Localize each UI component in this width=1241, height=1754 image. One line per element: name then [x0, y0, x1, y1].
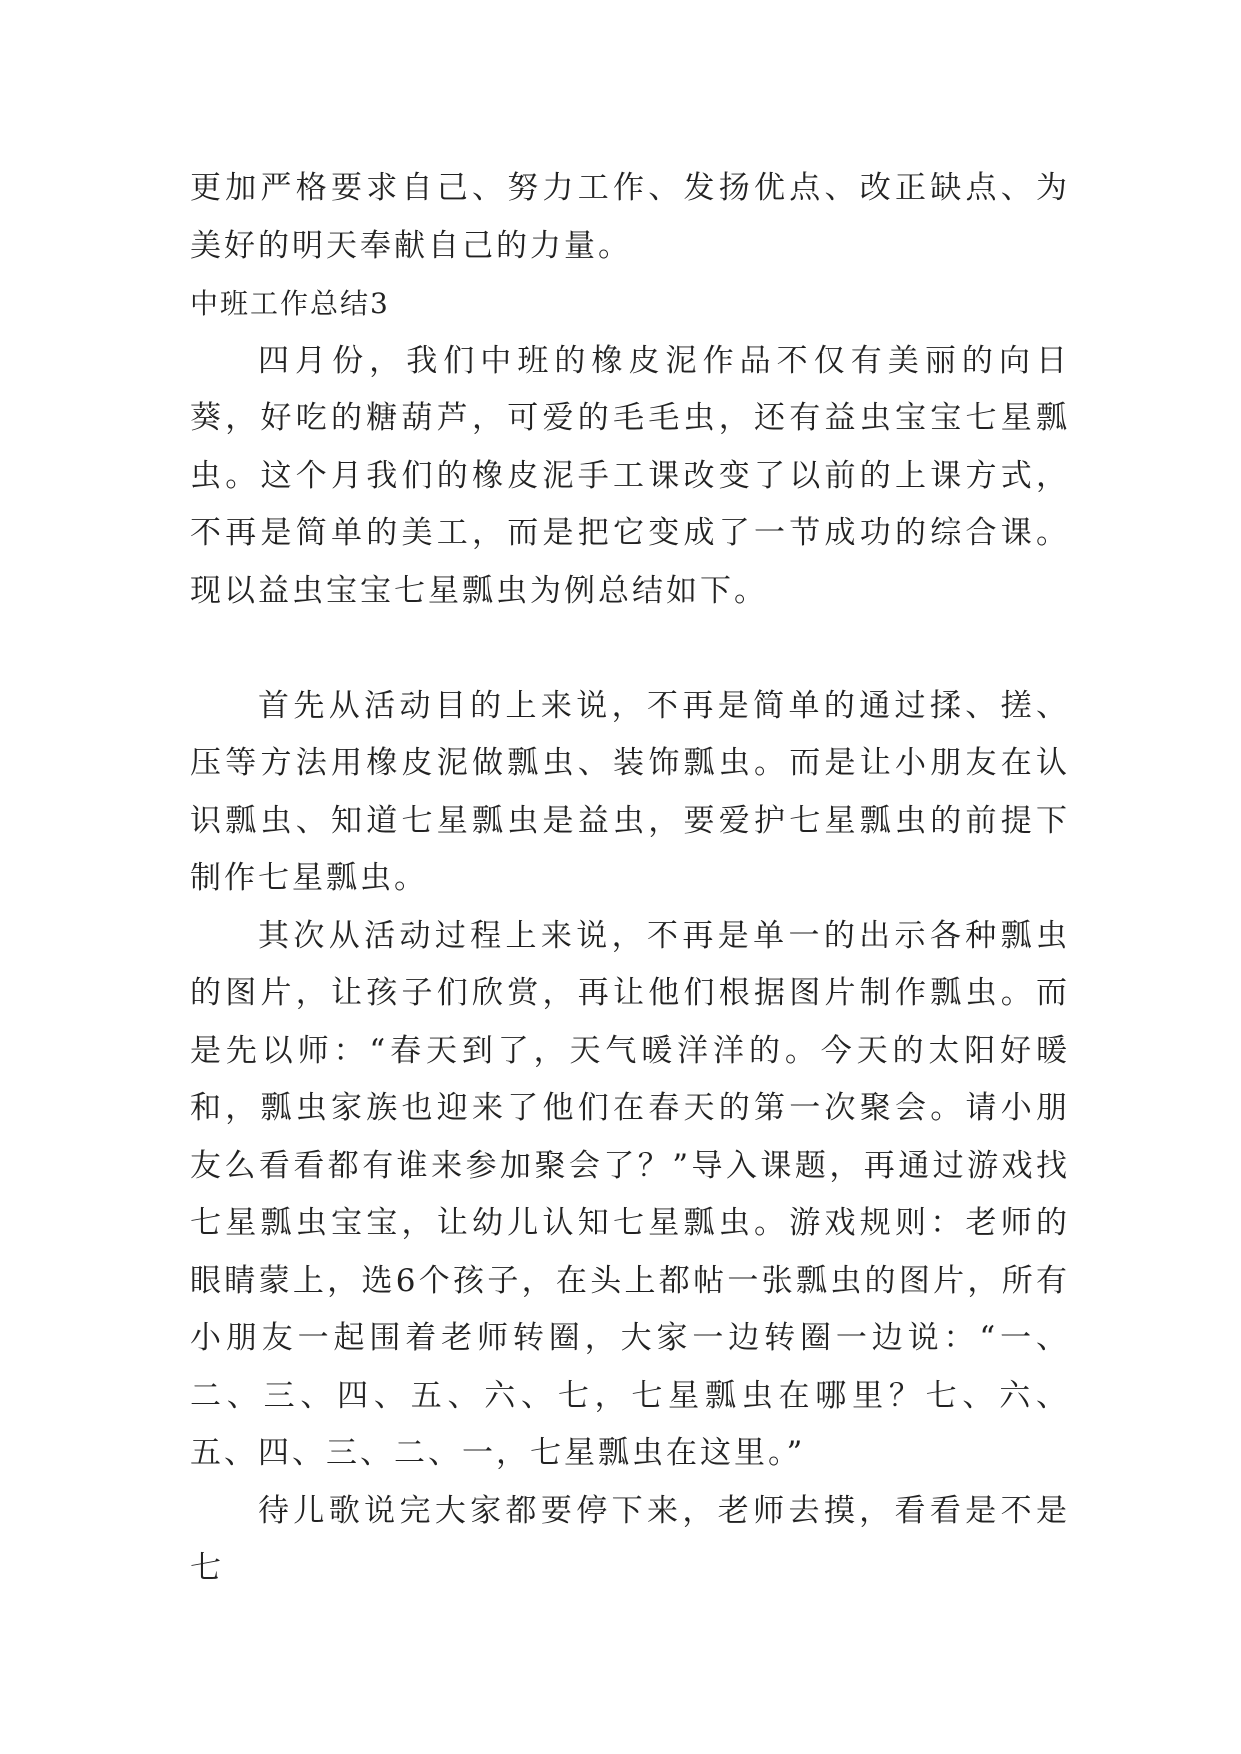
- section-title: 中班工作总结3: [190, 287, 390, 320]
- document-body: [190, 160, 1070, 1598]
- paragraph-4: 待儿歌说完大家都要停下来，老师去摸，看看是不是七: [190, 1492, 1070, 1586]
- paragraph-2: 首先从活动目的上来说，不再是简单的通过揉、搓、压等方法用橡皮泥做瓢虫、装饰瓢虫。而是让小朋友在认识瓢虫、知道七星瓢虫是益虫，要爱护七星瓢虫的前提下制作七星瓢虫。: [190, 687, 1070, 896]
- paragraph-3: 其次从活动过程上来说，不再是单一的出示各种瓢虫的图片，让孩子们欣赏，再让他们根据图片制作瓢虫。而是先以师：“春天到了，天气暖洋洋的。今天的太阳好暖和，瓢虫家族也迎来了他们在春天的第一次聚会。请小朋友么看看都有谁来参加聚会了？”导入课题，再通过游戏找七星瓢虫宝宝，让幼儿认知七星瓢虫。游戏规则：老师的眼睛蒙上，选6个孩子，在头上都帖一张瓢虫的图片，所有小朋友一起围着老师转圈，大家一边转圈一边说：“一、二、三、四、五、六、七，七星瓢虫在哪里？七、六、五、四、三、二、一，七星瓢虫在这里。”: [190, 917, 1070, 1471]
- paragraph-1: 四月份，我们中班的橡皮泥作品不仅有美丽的向日葵，好吃的糖葫芦，可爱的毛毛虫，还有益虫宝宝七星瓢虫。这个月我们的橡皮泥手工课改变了以前的上课方式，不再是简单的美工，而是把它变成了一节成功的综合课。现以益虫宝宝七星瓢虫为例总结如下。: [190, 342, 1070, 609]
- intro-paragraph: 更加严格要求自己、努力工作、发扬优点、改正缺点、为美好的明天奉献自己的力量。: [190, 170, 1070, 264]
- blank-line: [190, 620, 1070, 678]
